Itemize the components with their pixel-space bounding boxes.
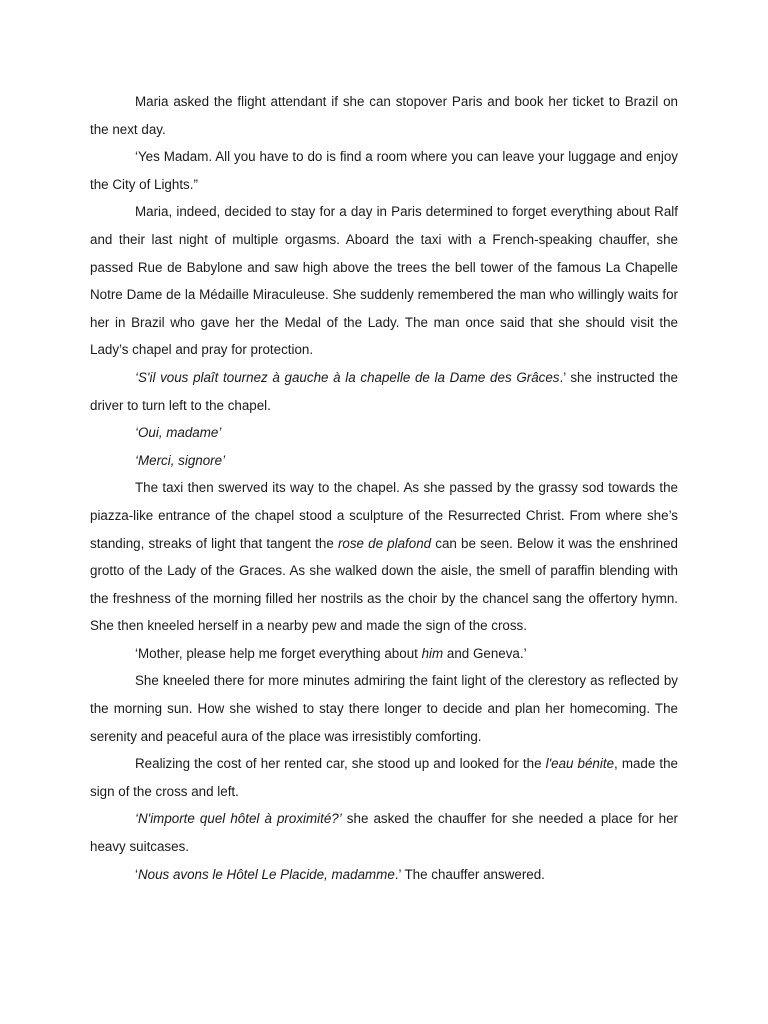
paragraph-text-italic: him [421, 645, 444, 661]
paragraph-text: ‘ [135, 866, 138, 882]
paragraph [90, 88, 678, 143]
paragraph [90, 419, 678, 447]
paragraph [90, 447, 678, 475]
paragraph [90, 750, 678, 805]
paragraph-text-italic: Nous avons le Hôtel Le Placide, madamme [137, 866, 395, 882]
paragraph [90, 198, 678, 364]
paragraph-text: can be seen. Below it was the enshrined grotto of the Lady of the Graces. As she walked down the aisle, the smell of paraffin blending with the freshness of the morning filled her nostrils as the choir by the chancel sang the offertory hymn. She then kneeled herself in a nearby pew and made the sign of the cross. [90, 535, 678, 634]
paragraph-text: ‘Mother, please help me forget everything about [135, 645, 422, 661]
paragraph-text: she asked the chauffer for she needed a place for her heavy suitcases. [90, 811, 679, 855]
document-body [90, 88, 678, 888]
paragraph [90, 143, 678, 198]
paragraph [90, 667, 678, 750]
paragraph-text: The taxi then swerved its way to the chapel. As she passed by the grassy sod towards the piazza-like entrance of the chapel stood a sculpture of the Resurrected Christ. From where she’s standing, streaks of light that tangent the [90, 480, 678, 551]
paragraph-text: Maria asked the flight attendant if she can stopover Paris and book her ticket to Brazil on the next day. [90, 94, 678, 137]
paragraph-text: Maria, indeed, decided to stay for a day in Paris determined to forget everything about Ralf and their last night of multiple orgasms. Aboard the taxi with a French-speaking chauffer, she passed Rue de Babylone and saw high above the trees the bell tower of the famous La Chapelle Notre Dame de la Médaille Miraculeuse. She suddenly remembered the man who willingly waits for her in Brazil who gave her the Medal of the Lady. The man once said that she should visit the Lady’s chapel and pray for protection. [90, 204, 678, 358]
paragraph [90, 364, 678, 419]
paragraph [90, 474, 678, 640]
paragraph-text: and Geneva.’ [443, 645, 527, 661]
paragraph-text-italic: ‘S'il vous plaît tournez à gauche à la chapelle de la Dame des Grâces [135, 369, 560, 385]
paragraph-text-italic: l'eau bénite [545, 756, 615, 772]
paragraph-text-italic: ‘Merci, signore’ [135, 452, 226, 468]
paragraph-text: Realizing the cost of her rented car, she stood up and looked for the [135, 756, 546, 772]
paragraph-text: .’ The chauffer answered. [394, 866, 545, 882]
paragraph [90, 805, 678, 860]
paragraph-text-italic: ‘N'importe quel hôtel à proximité?’ [135, 811, 342, 827]
paragraph-text: She kneeled there for more minutes admiring the faint light of the clerestory as reflected by the morning sun. How she wished to stay there longer to decide and plan her homecoming. The serenity and peaceful aura of the place was irresistibly comforting. [90, 673, 678, 744]
paragraph-text: .’ she instructed the driver to turn left to the chapel. [90, 369, 678, 413]
paragraph [90, 640, 678, 668]
paragraph-text-italic: ‘Oui, madame’ [135, 425, 222, 441]
paragraph [90, 861, 678, 889]
paragraph-text-italic: rose de plafond [337, 535, 432, 551]
paragraph-text: , made the sign of the cross and left. [90, 756, 679, 799]
paragraph-text: ‘Yes Madam. All you have to do is find a room where you can leave your luggage and enjoy the City of Lights.” [90, 149, 678, 192]
